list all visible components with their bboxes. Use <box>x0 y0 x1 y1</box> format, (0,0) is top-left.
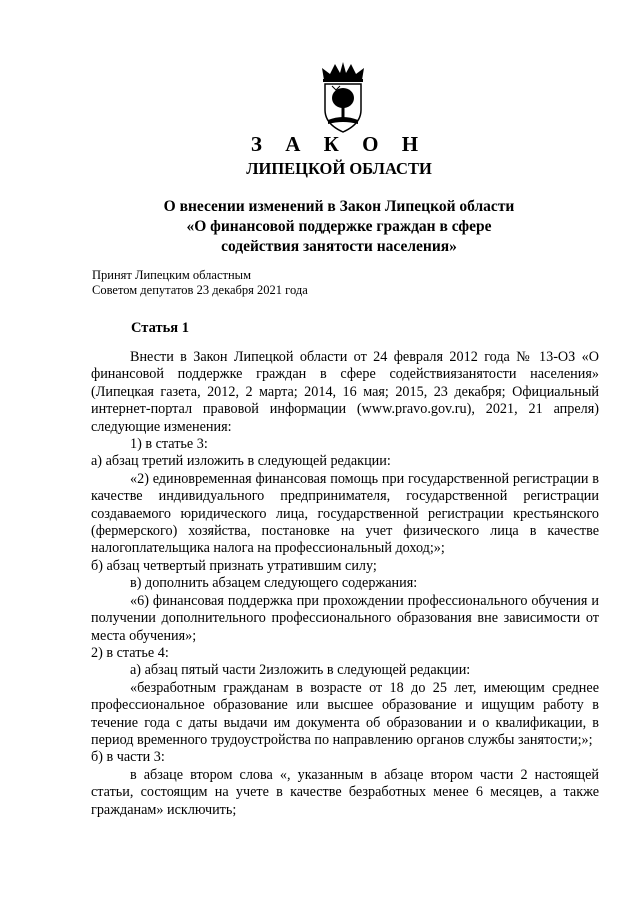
paragraph: б) в части 3: <box>91 749 165 766</box>
paragraph: «безработным гражданам в возрасте от 18 до 25 лет, имеющим среднее профессиональное образование или высшее образование и ищущим работу в течение года с даты выдачи им документа об образовании и о квалификации, в период временного трудоустройства по направлению органов службы занятости;»; <box>91 679 599 748</box>
paragraph: «6) финансовая поддержка при прохождении профессионального обучения и получении дополнительного профессионального образования вне зависимости от места обучения»; <box>91 592 599 644</box>
paragraph: Внести в Закон Липецкой области от 24 февраля 2012 года № 13-ОЗ «О финансовой поддержке граждан в сфере содействиязанятости населения» (Липецкая газета, 2012, 2 марта; 2014, 16 мая; 2015, 23 декабря; Официальный интернет-портал правовой информации (www.pravo.gov.ru), 2021, 21 апреля) следующие изменения: <box>91 349 599 435</box>
title-line: О внесении изменений в Закон Липецкой области <box>163 198 515 215</box>
article-heading: Статья 1 <box>131 320 189 336</box>
adoption-note <box>92 268 308 298</box>
law-title <box>0 197 640 257</box>
paragraph: б) абзац четвертый признать утратившим силу; <box>91 557 377 574</box>
paragraph: 2) в статье 4: <box>91 644 169 661</box>
title-line: содействия занятости населения» <box>221 238 457 255</box>
paragraph: а) абзац третий изложить в следующей редакции: <box>91 453 391 470</box>
coat-of-arms-icon <box>318 62 368 134</box>
paragraph: а) абзац пятый части 2изложить в следующей редакции: <box>130 662 471 679</box>
paragraph: 1) в статье 3: <box>130 436 208 453</box>
law-heading: З А К О Н <box>250 132 428 156</box>
region-heading: ЛИПЕЦКОЙ ОБЛАСТИ <box>246 159 432 178</box>
paragraph: «2) единовременная финансовая помощь при государственной регистрации в качестве индивидуального предпринимателя, государственной регистрации создаваемого юридического лица, государственной регистрации крестьянского (фермерского) хозяйства, постановке на учет физического лица в качестве налогоплательщика налога на профессиональный доход;»; <box>91 470 599 557</box>
paragraph: в абзаце втором слова «, указанным в абзаце втором части 2 настоящей статьи, состоящим на учете в качестве безработных менее 6 месяцев, а также гражданам» исключить; <box>91 766 599 818</box>
paragraph: в) дополнить абзацем следующего содержания: <box>130 575 418 592</box>
title-line: «О финансовой поддержке граждан в сфере <box>186 218 492 235</box>
article-body <box>91 349 599 819</box>
adoption-line: Принят Липецким областным <box>92 268 251 282</box>
adoption-line: Советом депутатов 23 декабря 2021 года <box>92 283 308 297</box>
